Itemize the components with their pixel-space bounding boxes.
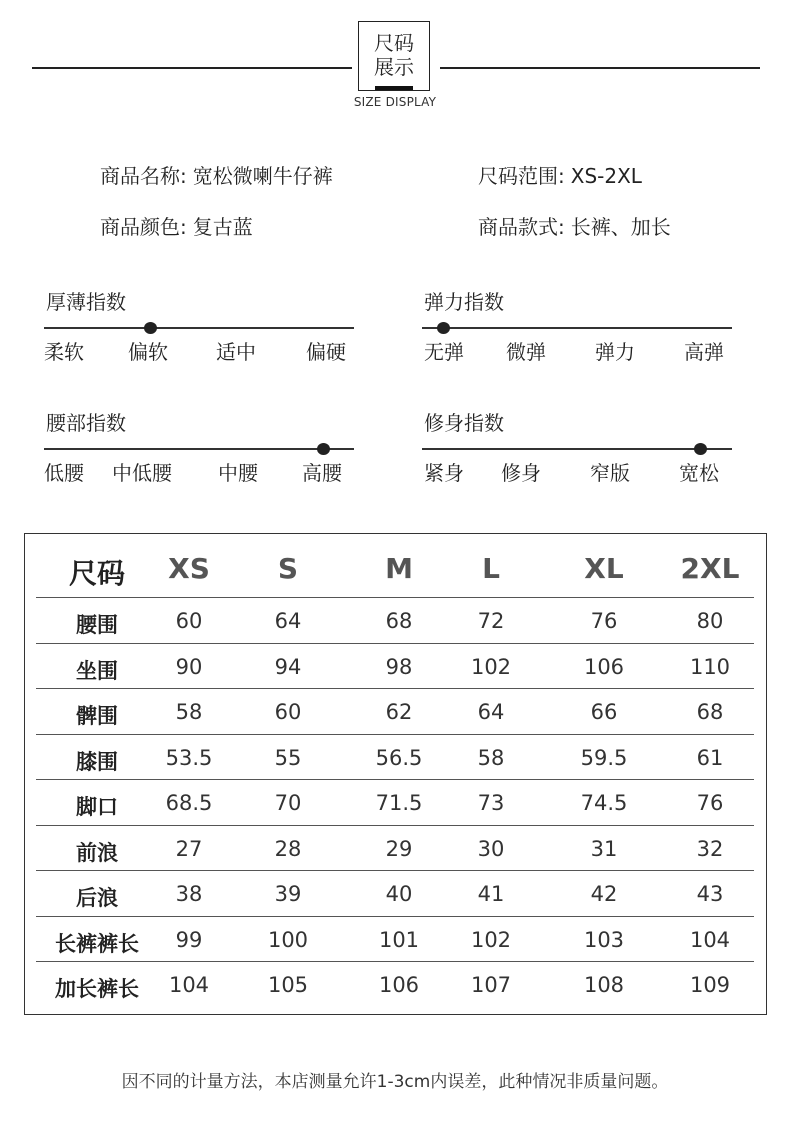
table-row-label-text: 加长裤长 [55,977,139,1001]
waist-option-2: 中低腰 [112,461,172,485]
table-row-label-text: 后浪 [76,886,118,910]
thickness-option-3: 适中 [216,340,256,364]
table-cell-text: 29 [385,836,413,861]
fit-option-2: 修身 [501,461,541,485]
table-cell-text: 32 [696,836,724,861]
elasticity-index-track [422,327,732,329]
table-header-m-text: M [385,552,413,585]
table-cell-text: 68 [696,700,724,724]
header-subtitle: SIZE DISPLAY [353,95,437,109]
size-range [478,160,642,189]
table-cell-text: 70 [274,791,302,815]
table-cell-text: 40 [385,882,413,906]
thickness-index-track [44,327,354,329]
table-row-label-text: 坐围 [76,658,118,683]
elasticity-index-marker [437,322,450,334]
table-cell-text: 64 [274,609,302,633]
table-cell-text: 102 [470,927,512,952]
table-cell-text: 106 [583,654,625,679]
table-cell-text: 80 [696,609,724,633]
fit-index-marker [694,443,707,455]
table-cell-text: 60 [274,700,302,724]
product-name [100,160,333,189]
elasticity-option-1: 无弹 [424,340,464,364]
table-row-divider [36,643,754,644]
size-range-value: XS-2XL [570,164,642,188]
table-cell-text: 94 [274,654,302,679]
fit-index-track [422,448,732,450]
waist-index-title: 腰部指数 [46,411,126,435]
table-cell-text: 105 [267,973,309,997]
product-name-label: 商品名称: [100,164,187,188]
table-header-2xl-text: 2XL [680,552,740,585]
table-cell-text: 68.5 [165,791,213,815]
thickness-index-marker [144,322,157,334]
table-cell-text: 62 [385,700,413,724]
table-row-divider [36,961,754,962]
header-underline [375,86,413,90]
product-style-value: 长裤、加长 [570,215,671,239]
table-cell-text: 106 [378,973,420,997]
table-cell-text: 102 [470,654,512,679]
table-cell-text: 104 [689,927,731,952]
product-name-value: 宽松微喇牛仔裤 [192,164,333,188]
table-row-label-text: 前浪 [76,840,118,865]
table-cell-text: 68 [385,609,413,633]
table-cell-text: 41 [477,882,505,906]
table-cell-text: 71.5 [375,791,423,815]
thickness-option-4: 偏硬 [306,340,346,364]
thickness-option-1: 柔软 [44,340,84,364]
table-row-divider [36,688,754,689]
table-cell-text: 108 [583,973,625,997]
table-row-divider [36,597,754,598]
elasticity-option-3: 弹力 [595,340,635,364]
table-cell-text: 42 [590,882,618,906]
table-cell-text: 58 [175,700,203,724]
elasticity-option-2: 微弹 [506,340,546,364]
thickness-index-title: 厚薄指数 [46,290,126,314]
table-cell-text: 27 [175,836,203,861]
table-cell-text: 103 [583,927,625,952]
table-cell-text: 55 [274,745,302,770]
header-title-line1: 尺码 [374,31,414,55]
table-cell-text: 109 [689,973,731,997]
table-cell-text: 53.5 [165,745,213,770]
table-cell-text: 100 [267,927,309,952]
table-cell-text: 74.5 [580,791,628,815]
table-row-divider [36,825,754,826]
fit-option-3: 窄版 [590,461,630,485]
table-cell-text: 30 [477,836,505,861]
table-cell-text: 73 [477,791,505,815]
table-cell-text: 99 [175,927,203,952]
table-cell-text: 58 [477,745,505,770]
table-cell-text: 28 [274,836,302,861]
table-cell-text: 76 [590,609,618,633]
header-rule-right [440,67,760,69]
fit-option-4: 宽松 [679,461,719,485]
product-color-label: 商品颜色: [100,215,187,239]
table-cell-text: 61 [696,745,724,770]
size-range-label: 尺码范围: [478,164,565,188]
table-header-l-text: L [482,552,500,585]
fit-index-title: 修身指数 [424,411,504,435]
table-header-xl-text: XL [584,552,624,585]
footer-note: 因不同的计量方法，本店测量允许1-3cm内误差，此种情况非质量问题。 [121,1072,669,1092]
table-header-size-text: 尺码 [68,557,126,590]
waist-index-marker [317,443,330,455]
product-color-value: 复古蓝 [192,215,253,239]
waist-index-track [44,448,354,450]
table-cell-text: 39 [274,882,302,906]
table-row-divider [36,916,754,917]
elasticity-index-title: 弹力指数 [424,290,504,314]
elasticity-option-4: 高弹 [684,340,724,364]
table-row-label-text: 髀围 [76,704,118,728]
table-cell-text: 101 [378,927,420,952]
table-row-divider [36,779,754,780]
header-title-box [358,21,430,91]
table-cell-text: 59.5 [580,745,628,770]
table-cell-text: 107 [470,973,512,997]
product-color [100,211,253,240]
header-rule-left [32,67,352,69]
table-row-label-text: 膝围 [76,749,118,774]
table-cell-text: 104 [168,973,210,997]
table-row-label-text: 腰围 [76,613,118,637]
table-cell-text: 60 [175,609,203,633]
product-style-label: 商品款式: [478,215,565,239]
fit-option-1: 紧身 [424,461,464,485]
table-cell-text: 64 [477,700,505,724]
table-cell-text: 90 [175,654,203,679]
table-row-label-text: 长裤裤长 [55,931,139,956]
table-cell-text: 31 [590,836,618,861]
table-cell-text: 72 [477,609,505,633]
thickness-option-2: 偏软 [128,340,168,364]
table-header-xs-text: XS [168,552,210,585]
table-cell-text: 56.5 [375,745,423,770]
table-cell-text: 110 [689,654,731,679]
table-header-s-text: S [277,552,299,585]
table-row-divider [36,870,754,871]
waist-option-4: 高腰 [302,461,342,485]
product-style [478,211,671,240]
table-cell-text: 98 [385,654,413,679]
table-cell-text: 43 [696,882,724,906]
table-row-label-text: 脚口 [76,795,118,819]
header-title-line2: 展示 [374,55,414,79]
table-cell-text: 38 [175,882,203,906]
table-cell-text: 66 [590,700,618,724]
waist-option-1: 低腰 [44,461,84,485]
table-row-divider [36,734,754,735]
waist-option-3: 中腰 [218,461,258,485]
table-cell-text: 76 [696,791,724,815]
